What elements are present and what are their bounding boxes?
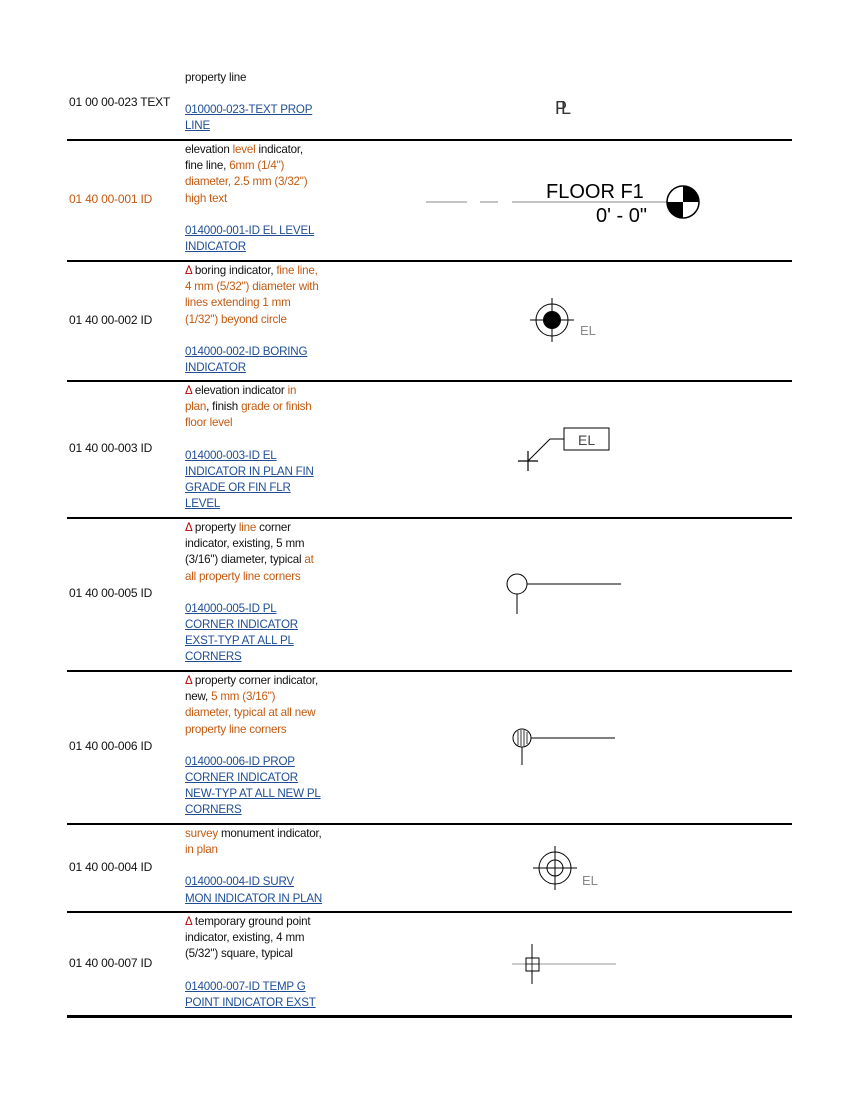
- item-description: Δ temporary ground point indicator, existing, 4 mm (5/32") square, typical 014000-007-ID TEMP G POINT INDICATOR EXST: [185, 915, 316, 1009]
- monument-label: EL: [582, 873, 598, 888]
- item-code: 01 40 00-002 ID: [69, 313, 153, 327]
- row-divider: [67, 911, 792, 913]
- elevation-plan-symbol: [512, 423, 622, 475]
- item-link[interactable]: 014000-002-ID BORING: [185, 344, 308, 358]
- pl-label: PL: [555, 98, 566, 118]
- item-description: Δ elevation indicator in plan, finish grade or finish floor level 014000-003-ID EL INDICATOR IN PLAN FIN GRADE OR FIN FLR LEVEL: [185, 384, 314, 511]
- row-divider: [67, 670, 792, 672]
- item-description: Δ boring indicator, fine line, 4 mm (5/32") diameter with lines extending 1 mm (1/32") beyond circle 014000-002-ID BORING INDICATOR: [185, 264, 319, 375]
- pl-corner-existing-symbol: [503, 570, 627, 618]
- delta-icon: Δ: [185, 674, 192, 687]
- elevation-label: EL: [578, 432, 596, 448]
- row-divider: [67, 823, 792, 825]
- temp-ground-point-symbol: [512, 944, 618, 986]
- table-row: [67, 383, 792, 517]
- item-link[interactable]: INDICATOR: [185, 361, 246, 375]
- floor-elevation: 0' - 0": [596, 205, 647, 227]
- delta-icon: Δ: [185, 384, 192, 397]
- item-link[interactable]: 014000-007-ID TEMP G: [185, 979, 306, 993]
- table-bottom-border: [67, 1015, 792, 1018]
- item-link[interactable]: 014000-003-ID EL: [185, 448, 277, 462]
- floor-name: FLOOR F1: [546, 181, 644, 203]
- item-link[interactable]: CORNERS: [185, 803, 242, 817]
- elevation-level-symbol: [422, 174, 712, 230]
- item-description: property line 010000-023-TEXT PROP LINE: [185, 71, 313, 133]
- item-link[interactable]: LINE: [185, 119, 210, 133]
- row-divider: [67, 260, 792, 262]
- item-link[interactable]: 014000-001-ID EL LEVEL: [185, 223, 315, 237]
- table-row: [67, 826, 792, 911]
- delta-icon: Δ: [185, 264, 192, 277]
- item-description: elevation level indicator, fine line, 6mm (1/4") diameter, 2.5 mm (3/32") high text 014000-001-ID EL LEVEL INDICATOR: [185, 143, 315, 254]
- row-divider: [67, 380, 792, 382]
- delta-icon: Δ: [185, 521, 192, 534]
- item-link[interactable]: 014000-005-ID PL: [185, 601, 277, 615]
- item-link[interactable]: 014000-006-ID PROP: [185, 754, 295, 768]
- survey-monument-symbol: [529, 843, 609, 893]
- pl-corner-new-symbol: [507, 725, 617, 769]
- item-code: 01 40 00-001 ID: [69, 192, 153, 206]
- row-divider: [67, 517, 792, 519]
- table-row: [67, 142, 792, 260]
- item-description: survey monument indicator, in plan 014000-004-ID SURV MON INDICATOR IN PLAN: [185, 827, 323, 905]
- table-row: [67, 520, 792, 670]
- item-link[interactable]: 010000-023-TEXT PROP: [185, 103, 313, 117]
- table-row: [67, 673, 792, 823]
- item-link[interactable]: LEVEL: [185, 497, 221, 511]
- boring-indicator-symbol: [527, 295, 607, 345]
- table-row: [67, 68, 792, 140]
- item-link[interactable]: CORNER INDICATOR: [185, 618, 298, 632]
- item-description: Δ property line corner indicator, existing, 5 mm (3/16") diameter, typical at all property line corners 014000-005-ID PL CORNER INDICATOR EXST-TYP AT ALL PL CORNERS: [185, 521, 314, 664]
- table-row: [67, 914, 792, 1014]
- item-link[interactable]: CORNER INDICATOR: [185, 771, 298, 785]
- item-link[interactable]: GRADE OR FIN FLR: [185, 481, 291, 495]
- item-link[interactable]: 014000-004-ID SURV: [185, 875, 294, 889]
- table-row: [67, 263, 792, 381]
- row-divider: [67, 139, 792, 141]
- item-code: 01 40 00-006 ID: [69, 739, 153, 753]
- item-link[interactable]: POINT INDICATOR EXST: [185, 995, 316, 1009]
- boring-label: EL: [580, 323, 596, 338]
- item-code: 01 40 00-003 ID: [69, 441, 153, 455]
- item-link[interactable]: MON INDICATOR IN PLAN: [185, 891, 323, 905]
- item-code: 01 00 00-023 TEXT: [69, 95, 171, 109]
- item-code: 01 40 00-005 ID: [69, 586, 153, 600]
- property-line-symbol: [547, 86, 587, 122]
- item-link[interactable]: INDICATOR IN PLAN FIN: [185, 464, 314, 478]
- item-code: 01 40 00-007 ID: [69, 956, 153, 970]
- item-link[interactable]: CORNERS: [185, 650, 242, 664]
- item-description: Δ property corner indicator, new, 5 mm (3/16") diameter, typical at all new property line corners 014000-006-ID PROP CORNER INDICATOR NEW-TYP AT ALL NEW PL CORNERS: [185, 674, 321, 817]
- item-link[interactable]: INDICATOR: [185, 240, 246, 254]
- item-link[interactable]: EXST-TYP AT ALL PL: [185, 634, 294, 648]
- item-code: 01 40 00-004 ID: [69, 860, 153, 874]
- delta-icon: Δ: [185, 915, 192, 928]
- item-link[interactable]: NEW-TYP AT ALL NEW PL: [185, 787, 321, 801]
